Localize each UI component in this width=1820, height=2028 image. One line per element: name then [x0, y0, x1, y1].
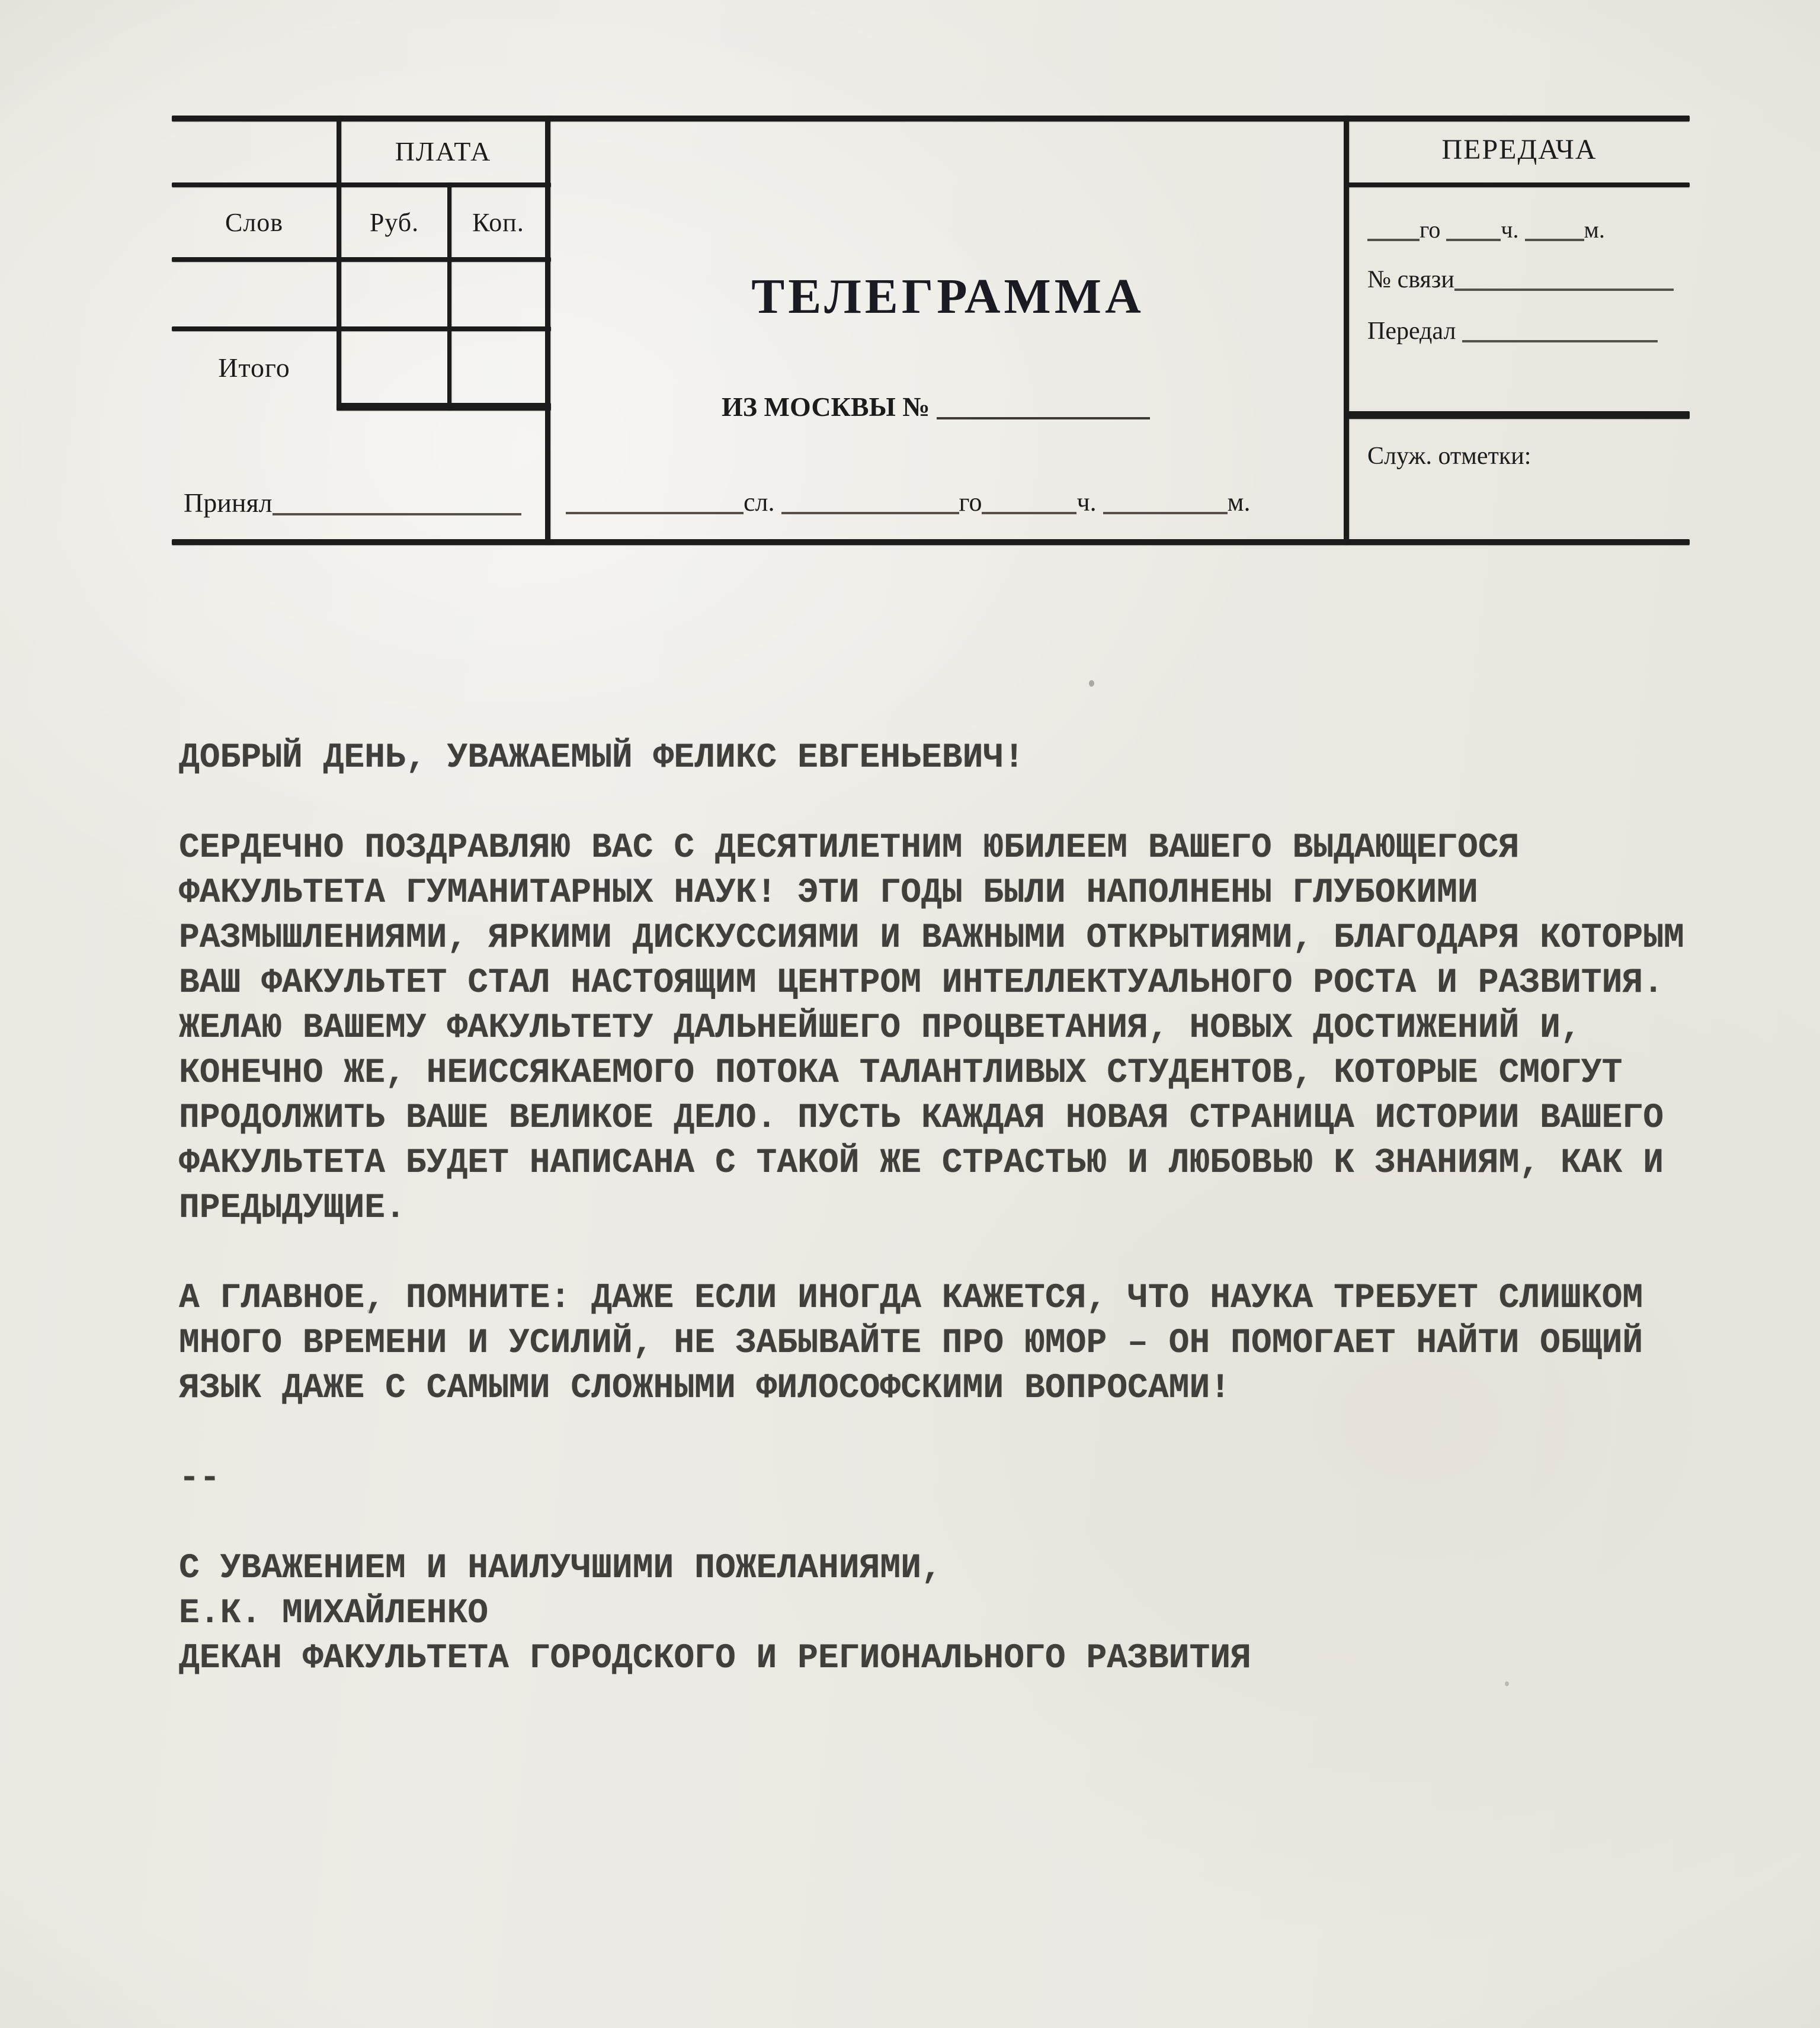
counter-go-label: го: [959, 488, 982, 517]
link-number-row: [1367, 265, 1674, 294]
counter-blank-3: [982, 511, 1076, 514]
transmission-go-label: го: [1420, 216, 1441, 243]
payment-row-line-2: [172, 257, 551, 262]
link-number-blank: [1454, 287, 1674, 291]
message-line: ДЕКАН ФАКУЛЬТЕТА ГОРОДСКОГО И РЕГИОНАЛЬНОГО РАЗВИТИЯ: [179, 1639, 1251, 1678]
message-line: СЕРДЕЧНО ПОЗДРАВЛЯЮ ВАС С ДЕСЯТИЛЕТНИМ ЮБИЛЕЕМ ВАШЕГО ВЫДАЮЩЕГОСЯ: [179, 829, 1520, 867]
transmission-day-blank: [1367, 238, 1420, 241]
transmission-hour-blank: [1446, 238, 1501, 241]
paper-speck: [1505, 1681, 1509, 1686]
total-label: Итого: [218, 352, 290, 383]
message-line: КОНЕЧНО ЖЕ, НЕИССЯКАЕМОГО ПОТОКА ТАЛАНТЛИВЫХ СТУДЕНТОВ, КОТОРЫЕ СМОГУТ: [179, 1054, 1623, 1093]
paper-speck: [367, 1309, 371, 1313]
message-line: [179, 1501, 1755, 1546]
message-line: ФАКУЛЬТЕТА ГУМАНИТАРНЫХ НАУК! ЭТИ ГОДЫ БЫЛИ НАПОЛНЕНЫ ГЛУБОКИМИ: [179, 874, 1478, 912]
received-by-row: [184, 487, 521, 518]
message-line: ПРОДОЛЖИТЬ ВАШЕ ВЕЛИКОЕ ДЕЛО. ПУСТЬ КАЖДАЯ НОВАЯ СТРАНИЦА ИСТОРИИ ВАШЕГО: [179, 1099, 1664, 1138]
words-label: Слов: [225, 207, 284, 237]
rubles-label: Руб.: [369, 207, 419, 237]
counter-blank-4: [1103, 511, 1228, 514]
received-by-blank: [273, 512, 521, 515]
counter-blank-2: [781, 511, 959, 514]
right-section-divider: [1344, 116, 1349, 545]
message-line: --: [179, 1459, 220, 1498]
origin-number-blank: [937, 416, 1150, 419]
payment-title: [341, 121, 545, 181]
sent-by-label: Передал: [1367, 318, 1456, 345]
payment-row-line-3: [172, 326, 551, 331]
origin-row: [722, 391, 1150, 422]
message-line: Е.К. МИХАЙЛЕНКО: [179, 1594, 489, 1633]
message-line: ЯЗЫК ДАЖЕ С САМЫМИ СЛОЖНЫМИ ФИЛОСОФСКИМИ ВОПРОСАМИ!: [179, 1369, 1231, 1408]
origin-label: ИЗ МОСКВЫ №: [722, 392, 930, 422]
kopecks-label: Коп.: [472, 207, 524, 237]
payment-col-divider-rub-kop: [447, 182, 451, 411]
payment-bottom-thick-line: [337, 403, 551, 411]
telegram-title: ТЕЛЕГРАММА: [751, 269, 1145, 324]
service-marks-row: [1367, 442, 1531, 470]
sent-by-row: [1367, 317, 1658, 345]
message-line: МНОГО ВРЕМЕНИ И УСИЛИЙ, НЕ ЗАБЫВАЙТЕ ПРО ЮМОР – ОН ПОМОГАЕТ НАЙТИ ОБЩИЙ: [179, 1324, 1643, 1363]
telegram-message-body: [179, 736, 1755, 1681]
counter-row: [566, 487, 1250, 517]
service-marks-label: Служ. отметки:: [1367, 443, 1531, 470]
paper-speck: [1089, 680, 1094, 687]
message-line: ВАШ ФАКУЛЬТЕТ СТАЛ НАСТОЯЩИМ ЦЕНТРОМ ИНТЕЛЛЕКТУАЛЬНОГО РОСТА И РАЗВИТИЯ.: [179, 964, 1664, 1002]
message-line: ЖЕЛАЮ ВАШЕМУ ФАКУЛЬТЕТУ ДАЛЬНЕЙШЕГО ПРОЦВЕТАНИЯ, НОВЫХ ДОСТИЖЕНИЙ И,: [179, 1009, 1581, 1047]
payment-row-line-1: [172, 182, 551, 187]
message-line: [179, 1231, 1755, 1276]
transmission-header-cell: [1349, 120, 1690, 179]
counter-sl-label: сл.: [744, 488, 775, 517]
transmission-minute-blank: [1525, 238, 1584, 241]
payment-title-label: ПЛАТА: [395, 136, 492, 166]
message-line: ФАКУЛЬТЕТА БУДЕТ НАПИСАНА С ТАКОЙ ЖЕ СТРАСТЬЮ И ЛЮБОВЬЮ К ЗНАНИЯМ, КАК И: [179, 1144, 1664, 1183]
payment-col-divider-left: [337, 116, 341, 411]
received-by-label: Принял: [184, 488, 273, 518]
transmission-row-line: [1346, 182, 1690, 187]
message-line: А ГЛАВНОЕ, ПОМНИТЕ: ДАЖЕ ЕСЛИ ИНОГДА КАЖЕТСЯ, ЧТО НАУКА ТРЕБУЕТ СЛИШКОМ: [179, 1279, 1643, 1318]
counter-blank-1: [566, 511, 744, 514]
kopecks-header-cell: [451, 190, 545, 255]
left-section-divider: [545, 116, 550, 545]
message-line: ПРЕДЫДУЩИЕ.: [179, 1189, 406, 1228]
message-line: ДОБРЫЙ ДЕНЬ, УВАЖАЕМЫЙ ФЕЛИКС ЕВГЕНЬЕВИЧ!: [179, 739, 1025, 777]
transmission-title-label: ПЕРЕДАЧА: [1441, 133, 1597, 165]
message-line: РАЗМЫШЛЕНИЯМИ, ЯРКИМИ ДИСКУССИЯМИ И ВАЖНЫМИ ОТКРЫТИЯМИ, БЛАГОДАРЯ КОТОРЫМ: [179, 919, 1684, 957]
message-line: С УВАЖЕНИЕМ И НАИЛУЧШИМИ ПОЖЕЛАНИЯМИ,: [179, 1549, 942, 1588]
message-line: [179, 1411, 1755, 1456]
rubles-header-cell: [341, 190, 447, 255]
transmission-m-label: м.: [1584, 216, 1605, 243]
link-number-label: № связи: [1367, 266, 1454, 293]
form-bottom-border: [172, 539, 1690, 545]
message-line: [179, 781, 1755, 826]
total-cell: [172, 332, 337, 403]
counter-m-label: м.: [1227, 488, 1251, 517]
transmission-ch-label: ч.: [1501, 216, 1519, 243]
transmission-thick-line: [1346, 411, 1690, 419]
words-header-cell: [172, 190, 337, 255]
sent-by-blank: [1462, 339, 1658, 342]
transmission-time-row: [1367, 216, 1605, 244]
counter-ch-label: ч.: [1076, 488, 1097, 517]
